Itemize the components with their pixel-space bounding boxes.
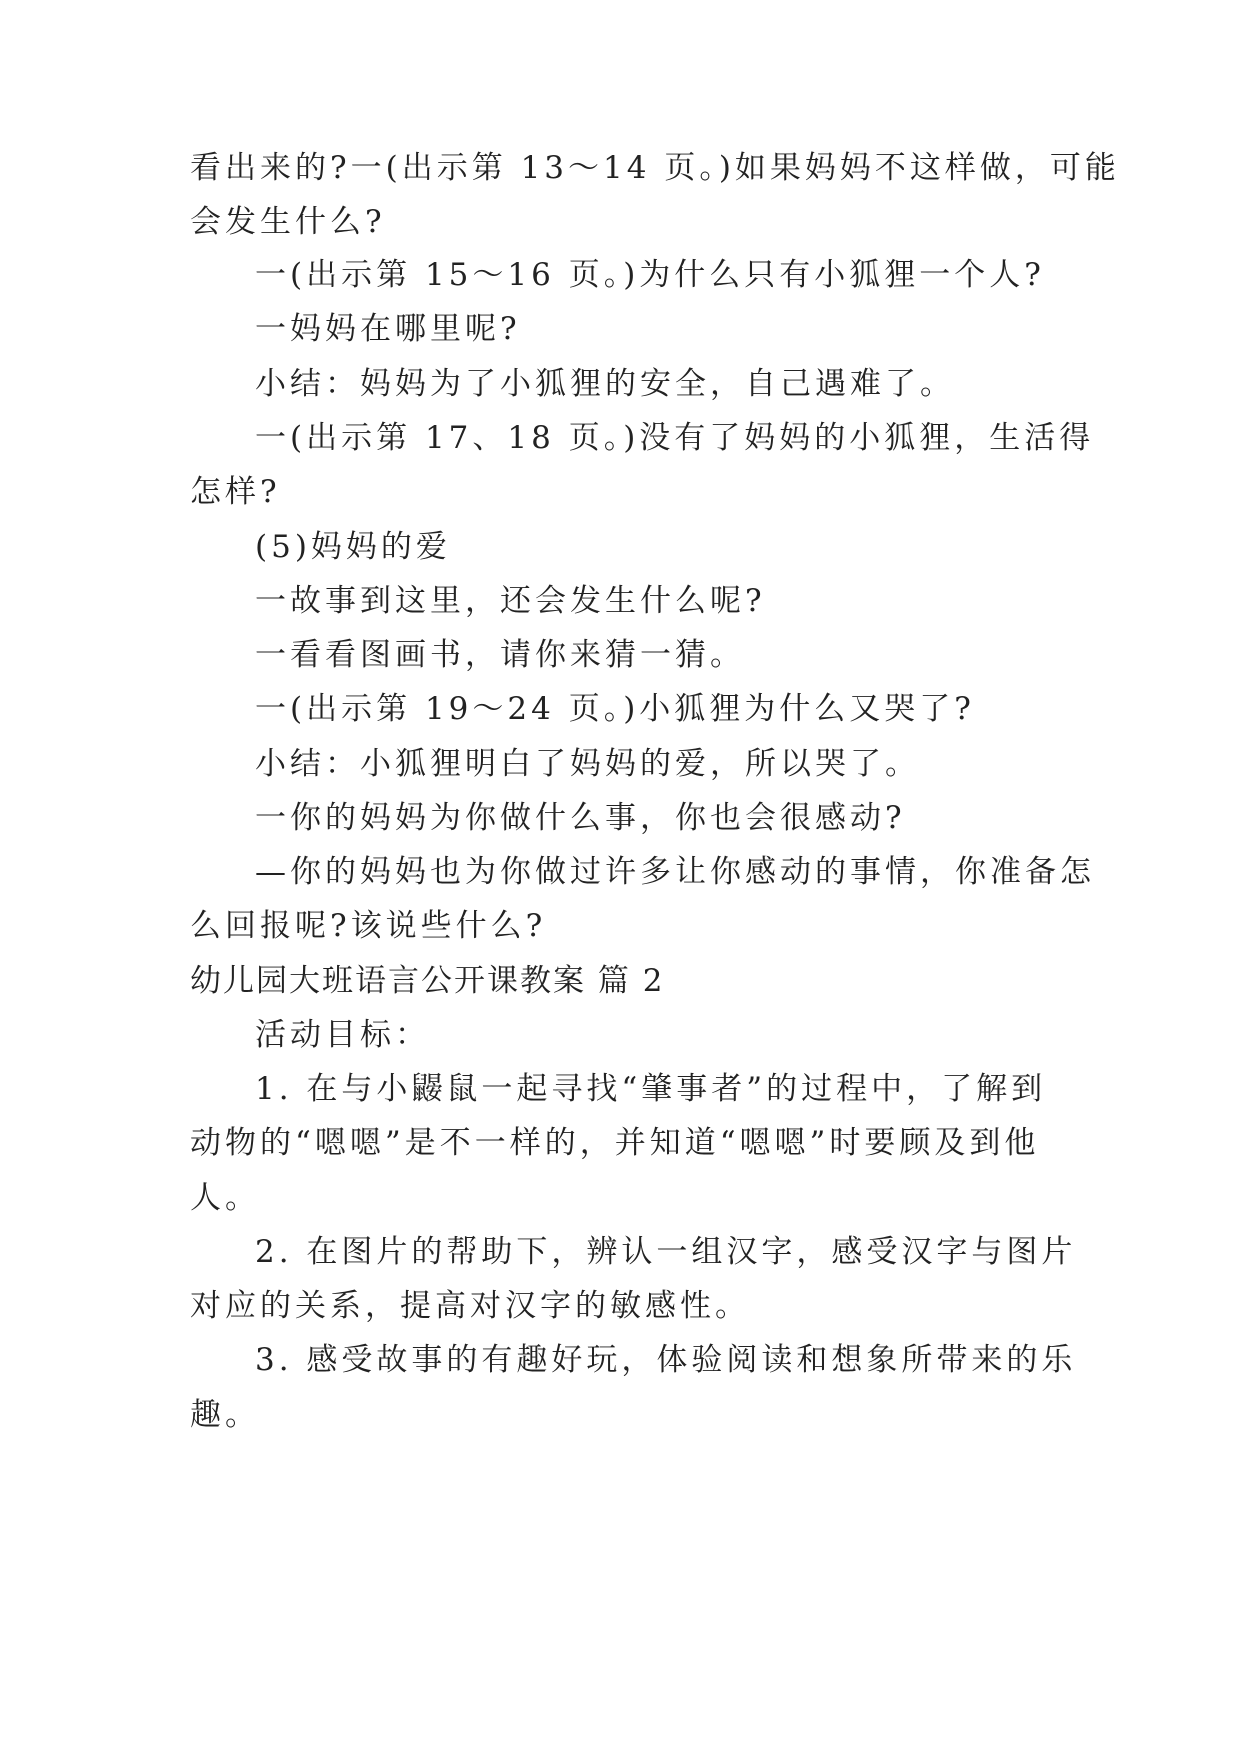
text-line: 一故事到这里，还会发生什么呢?: [255, 583, 766, 619]
text-line: 2. 在图片的帮助下，辨认一组汉字，感受汉字与图片: [255, 1234, 1077, 1270]
text-line: 小结：妈妈为了小狐狸的安全，自己遇难了。: [255, 366, 955, 402]
text-line: 1. 在与小鼹鼠一起寻找“肇事者”的过程中，了解到: [255, 1071, 1047, 1107]
section-heading: 幼儿园大班语言公开课教案 篇 2: [190, 963, 665, 999]
text-line: 人。: [190, 1180, 260, 1216]
text-line: 对应的关系，提高对汉字的敏感性。: [190, 1288, 750, 1324]
text-line: 看出来的?一(出示第 13～14 页。)如果妈妈不这样做，可能: [190, 150, 1120, 186]
text-line: 会发生什么?: [190, 204, 386, 240]
text-line: 趣。: [190, 1397, 260, 1433]
text-line: 活动目标：: [255, 1017, 430, 1053]
text-line: 一看看图画书，请你来猜一猜。: [255, 637, 745, 673]
text-line: —你的妈妈也为你做过许多让你感动的事情，你准备怎: [255, 854, 1095, 890]
text-line: 小结：小狐狸明白了妈妈的爱，所以哭了。: [255, 746, 920, 782]
text-line: (5)妈妈的爱: [255, 529, 451, 565]
text-line: 一(出示第 19～24 页。)小狐狸为什么又哭了?: [255, 691, 975, 727]
text-line: 么回报呢?该说些什么?: [190, 908, 547, 944]
text-line: 怎样?: [190, 474, 281, 510]
text-line: 一你的妈妈为你做什么事，你也会很感动?: [255, 800, 906, 836]
text-line: 一(出示第 17、18 页。)没有了妈妈的小狐狸，生活得: [255, 420, 1095, 456]
text-line: 一妈妈在哪里呢?: [255, 311, 521, 347]
text-line: 一(出示第 15～16 页。)为什么只有小狐狸一个人?: [255, 257, 1045, 293]
text-line: 3. 感受故事的有趣好玩，体验阅读和想象所带来的乐: [255, 1342, 1077, 1378]
text-line: 动物的“嗯嗯”是不一样的，并知道“嗯嗯”时要顾及到他: [190, 1125, 1040, 1161]
